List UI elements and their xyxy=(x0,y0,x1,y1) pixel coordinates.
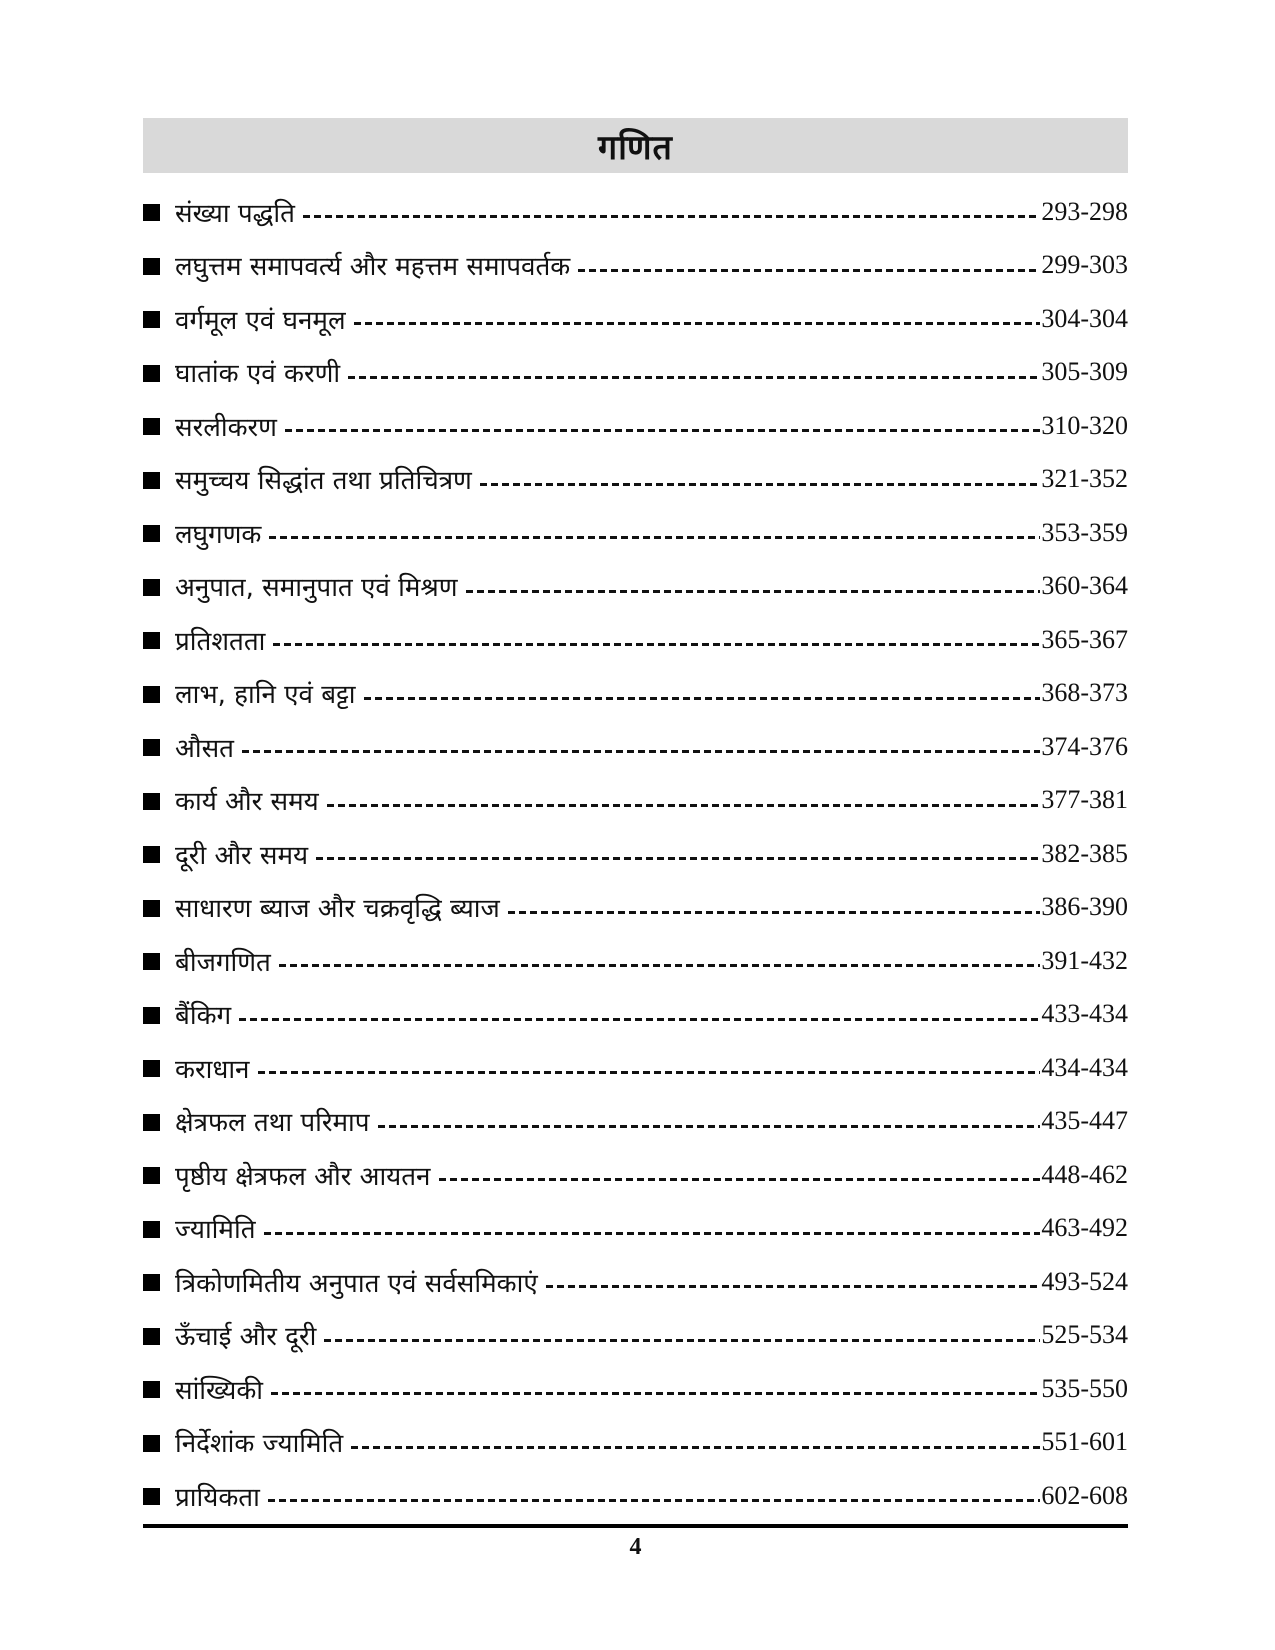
dotted-leader xyxy=(316,857,1040,860)
toc-entry-pages: 602-608 xyxy=(1041,1480,1128,1510)
toc-entry xyxy=(143,1416,1128,1470)
square-bullet-icon xyxy=(143,739,160,756)
toc-entry-pages: 434-434 xyxy=(1041,1052,1128,1082)
toc-entry-pages: 377-381 xyxy=(1041,785,1128,815)
square-bullet-icon xyxy=(143,686,160,703)
square-bullet-icon xyxy=(143,1381,160,1398)
toc-entry-pages: 391-432 xyxy=(1041,945,1128,975)
dotted-leader xyxy=(508,911,1040,914)
toc-entry-pages: 310-320 xyxy=(1041,410,1128,440)
square-bullet-icon xyxy=(143,311,160,328)
toc-entry xyxy=(143,1309,1128,1363)
toc-entry-title: कराधान xyxy=(175,1054,250,1085)
dotted-leader xyxy=(268,1499,1040,1502)
toc-entry-pages: 386-390 xyxy=(1041,892,1128,922)
toc-entry xyxy=(143,1041,1128,1095)
toc-entry-title: अनुपात, समानुपात एवं मिश्रण xyxy=(175,573,458,604)
square-bullet-icon xyxy=(143,472,160,489)
square-bullet-icon xyxy=(143,953,160,970)
square-bullet-icon xyxy=(143,1488,160,1505)
square-bullet-icon xyxy=(143,1435,160,1452)
dotted-leader xyxy=(242,750,1040,753)
square-bullet-icon xyxy=(143,632,160,649)
toc-entry xyxy=(143,1362,1128,1416)
dotted-leader xyxy=(285,429,1040,432)
toc-entry-title: लघुत्तम समापवर्त्य और महत्तम समापवर्तक xyxy=(175,252,571,283)
toc-entry-title: वर्गमूल एवं घनमूल xyxy=(175,305,346,336)
toc-entry-pages: 353-359 xyxy=(1041,517,1128,547)
square-bullet-icon xyxy=(143,204,160,221)
dotted-leader xyxy=(378,1125,1041,1128)
toc-entry-title: औसत xyxy=(175,733,234,764)
square-bullet-icon xyxy=(143,1221,160,1238)
dotted-leader xyxy=(466,590,1041,593)
toc-entry-title: निर्देशांक ज्यामिति xyxy=(175,1429,344,1460)
toc-entry xyxy=(143,560,1128,614)
toc-entry xyxy=(143,720,1128,774)
toc-entry-pages: 321-352 xyxy=(1041,464,1128,494)
toc-entry xyxy=(143,292,1128,346)
footer-divider xyxy=(143,1524,1128,1528)
dotted-leader xyxy=(324,1339,1040,1342)
dotted-leader xyxy=(348,376,1040,379)
toc-entry xyxy=(143,881,1128,935)
dotted-leader xyxy=(264,1232,1041,1235)
toc-entry xyxy=(143,346,1128,400)
toc-entry-pages: 374-376 xyxy=(1041,731,1128,761)
dotted-leader xyxy=(269,536,1040,539)
square-bullet-icon xyxy=(143,1328,160,1345)
dotted-leader xyxy=(546,1285,1041,1288)
dotted-leader xyxy=(273,643,1040,646)
dotted-leader xyxy=(354,322,1041,325)
toc-entry-title: लाभ, हानि एवं बट्टा xyxy=(175,680,356,711)
dotted-leader xyxy=(364,697,1041,700)
toc-entry-pages: 433-434 xyxy=(1041,999,1128,1029)
toc-entry-title: बीजगणित xyxy=(175,947,271,978)
toc-entry xyxy=(143,399,1128,453)
square-bullet-icon xyxy=(143,1167,160,1184)
dotted-leader xyxy=(480,483,1040,486)
toc-entry xyxy=(143,185,1128,239)
page-number: 4 xyxy=(629,1533,642,1560)
toc-entry-title: लघुगणक xyxy=(175,519,262,550)
toc-entry xyxy=(143,1202,1128,1256)
toc-entry-title: प्रायिकता xyxy=(175,1482,260,1513)
toc-entry xyxy=(143,667,1128,721)
square-bullet-icon xyxy=(143,418,160,435)
toc-entry xyxy=(143,934,1128,988)
square-bullet-icon xyxy=(143,258,160,275)
toc-entry xyxy=(143,1255,1128,1309)
square-bullet-icon xyxy=(143,1274,160,1291)
toc-entry-title: पृष्ठीय क्षेत्रफल और आयतन xyxy=(175,1161,431,1192)
toc-entry-pages: 463-492 xyxy=(1041,1213,1128,1243)
dotted-leader xyxy=(327,804,1041,807)
toc-entry-pages: 368-373 xyxy=(1041,678,1128,708)
toc-entry xyxy=(143,1469,1128,1523)
toc-entry-pages: 382-385 xyxy=(1041,838,1128,868)
toc-entry-pages: 293-298 xyxy=(1041,196,1128,226)
square-bullet-icon xyxy=(143,793,160,810)
toc-entry xyxy=(143,988,1128,1042)
dotted-leader xyxy=(271,1392,1040,1395)
toc-entry xyxy=(143,1095,1128,1149)
toc-entry-pages: 365-367 xyxy=(1041,624,1128,654)
toc-entry-title: त्रिकोणमितीय अनुपात एवं सर्वसमिकाएं xyxy=(175,1268,538,1299)
square-bullet-icon xyxy=(143,365,160,382)
toc-entry-title: संख्या पद्धति xyxy=(175,198,295,229)
section-title: गणित xyxy=(598,127,673,168)
toc-entry-title: सांख्यिकी xyxy=(175,1375,264,1406)
toc-entry-title: प्रतिशतता xyxy=(175,626,266,657)
toc-entry-pages: 299-303 xyxy=(1041,250,1128,280)
toc-entry-pages: 435-447 xyxy=(1041,1106,1128,1136)
toc-entry-title: बैंकिग xyxy=(175,1001,232,1032)
toc-entry xyxy=(143,827,1128,881)
toc-entry-pages: 525-534 xyxy=(1041,1320,1128,1350)
dotted-leader xyxy=(303,215,1040,218)
square-bullet-icon xyxy=(143,1114,160,1131)
toc-entry-title: क्षेत्रफल तथा परिमाप xyxy=(175,1108,370,1139)
toc-entry-pages: 360-364 xyxy=(1041,571,1128,601)
square-bullet-icon xyxy=(143,525,160,542)
toc-entry-pages: 535-550 xyxy=(1041,1373,1128,1403)
toc-entry-title: कार्य और समय xyxy=(175,787,319,818)
dotted-leader xyxy=(279,964,1040,967)
toc-entry-title: घातांक एवं करणी xyxy=(175,359,341,390)
toc-entry xyxy=(143,1148,1128,1202)
toc-content xyxy=(143,118,1128,1561)
toc-entry-pages: 448-462 xyxy=(1041,1159,1128,1189)
toc-entry-title: साधारण ब्याज और चक्रवृद्धि ब्याज xyxy=(175,894,500,925)
square-bullet-icon xyxy=(143,900,160,917)
toc-entry-title: सरलीकरण xyxy=(175,412,277,443)
dotted-leader xyxy=(351,1446,1040,1449)
toc-entry-title: दूरी और समय xyxy=(175,840,309,871)
dotted-leader xyxy=(439,1178,1041,1181)
dotted-leader xyxy=(578,269,1040,272)
toc-entry-title: समुच्चय सिद्धांत तथा प्रतिचित्रण xyxy=(175,466,472,497)
toc-entry xyxy=(143,453,1128,507)
dotted-leader xyxy=(239,1018,1040,1021)
toc-list xyxy=(143,185,1128,1523)
toc-entry-title: ज्यामिति xyxy=(175,1215,256,1246)
square-bullet-icon xyxy=(143,1060,160,1077)
toc-entry-pages: 493-524 xyxy=(1041,1266,1128,1296)
toc-entry-pages: 304-304 xyxy=(1041,303,1128,333)
toc-entry xyxy=(143,774,1128,828)
square-bullet-icon xyxy=(143,579,160,596)
toc-entry-pages: 551-601 xyxy=(1041,1427,1128,1457)
square-bullet-icon xyxy=(143,1007,160,1024)
toc-entry xyxy=(143,506,1128,560)
toc-entry-title: ऊँचाई और दूरी xyxy=(175,1322,317,1353)
section-title-banner xyxy=(143,118,1128,173)
toc-entry xyxy=(143,613,1128,667)
dotted-leader xyxy=(258,1071,1041,1074)
square-bullet-icon xyxy=(143,846,160,863)
toc-entry-pages: 305-309 xyxy=(1041,357,1128,387)
toc-entry xyxy=(143,239,1128,293)
